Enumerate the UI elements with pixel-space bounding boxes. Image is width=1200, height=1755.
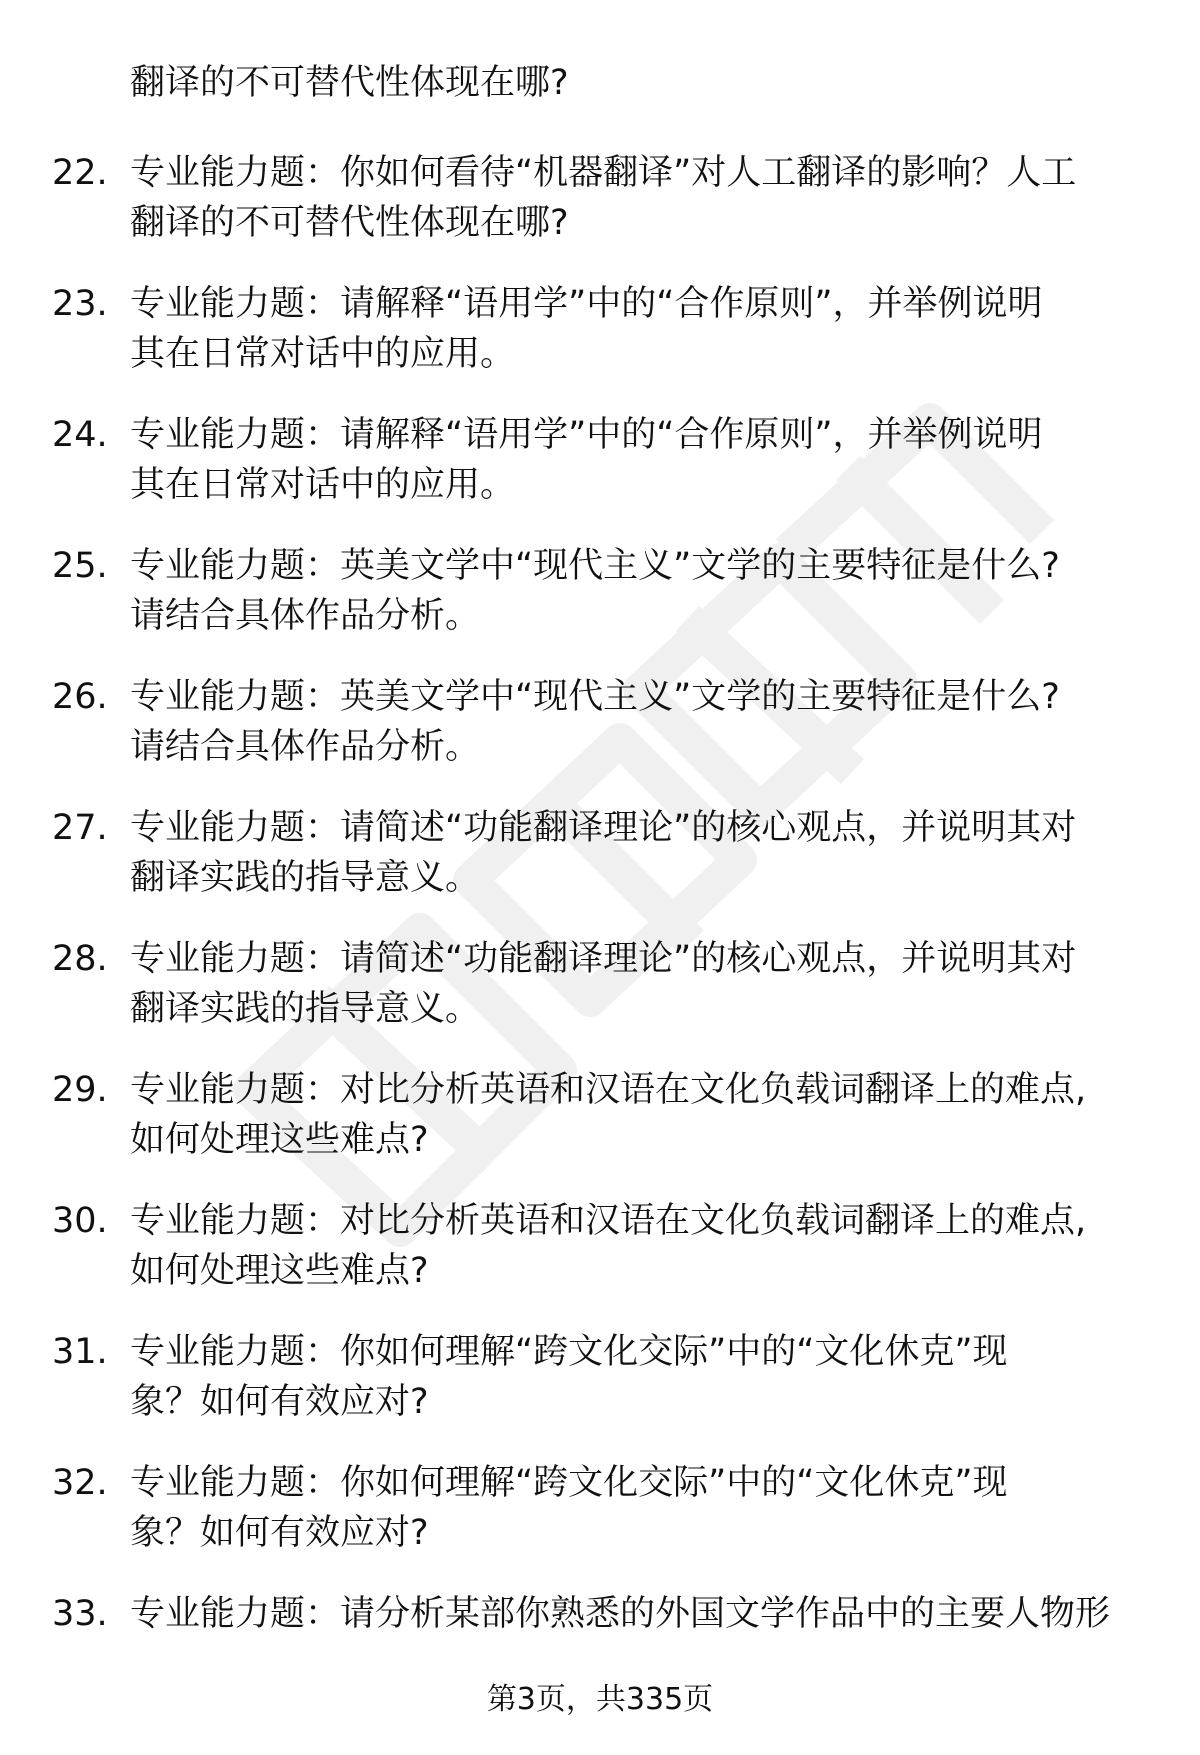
question-item [0,1196,1200,1327]
question-number: 32. [52,1463,108,1503]
question-number: 31. [52,1332,108,1372]
question-text [130,803,1140,903]
question-text [130,1196,1140,1296]
question-number: 33. [52,1594,108,1634]
question-line: 专业能力题：对比分析英语和汉语在文化负载词翻译上的难点, [130,1070,1087,1110]
question-number: 29. [52,1070,108,1110]
question-line: 专业能力题：请解释“语用学”中的“合作原则”，并举例说明 [130,284,1043,324]
question-line: 翻译实践的指导意义。 [130,989,481,1029]
question-number: 25. [52,546,108,586]
question-line: 专业能力题：对比分析英语和汉语在文化负载词翻译上的难点, [130,1201,1087,1241]
question-item [0,934,1200,1065]
question-number: 23. [52,284,108,324]
question-item [0,541,1200,672]
question-line: 专业能力题：请简述“功能翻译理论”的核心观点，并说明其对 [130,808,1077,848]
question-item [0,148,1200,279]
carryover-line: 翻译的不可替代性体现在哪? [130,63,569,103]
question-item [0,1327,1200,1458]
question-line: 翻译的不可替代性体现在哪? [130,203,569,243]
question-line: 如何处理这些难点? [130,1251,429,1291]
question-line: 如何处理这些难点? [130,1120,429,1160]
question-line: 专业能力题：英美文学中“现代主义”文学的主要特征是什么? [130,677,1060,717]
question-item [0,279,1200,410]
question-text [130,279,1140,379]
question-line: 专业能力题：英美文学中“现代主义”文学的主要特征是什么? [130,546,1060,586]
page-footer: 第3页，共335页 [486,1682,714,1717]
question-line: 其在日常对话中的应用。 [130,465,516,505]
question-line: 专业能力题：你如何理解“跨文化交际”中的“文化休克”现 [130,1463,1008,1503]
question-item [0,803,1200,934]
question-line: 请结合具体作品分析。 [130,727,481,767]
question-text [130,1589,1140,1639]
question-text [130,541,1140,641]
question-text [130,1458,1140,1558]
question-item [0,1065,1200,1196]
question-line: 翻译实践的指导意义。 [130,858,481,898]
question-number: 27. [52,808,108,848]
question-line: 专业能力题：请解释“语用学”中的“合作原则”，并举例说明 [130,415,1043,455]
question-number: 26. [52,677,108,717]
question-line: 专业能力题：请简述“功能翻译理论”的核心观点，并说明其对 [130,939,1077,979]
question-number: 30. [52,1201,108,1241]
question-line: 其在日常对话中的应用。 [130,334,516,374]
question-line: 象？如何有效应对? [130,1382,429,1422]
question-list [0,148,1200,1720]
question-item [0,410,1200,541]
question-item [0,1458,1200,1589]
question-text [130,672,1140,772]
question-number: 24. [52,415,108,455]
question-text [130,148,1140,248]
question-line: 象？如何有效应对? [130,1513,429,1553]
question-line: 专业能力题：你如何看待“机器翻译”对人工翻译的影响？人工 [130,153,1077,193]
question-line: 专业能力题：请分析某部你熟悉的外国文学作品中的主要人物形 [130,1594,1111,1634]
question-line: 专业能力题：你如何理解“跨文化交际”中的“文化休克”现 [130,1332,1008,1372]
question-text [130,1065,1140,1165]
question-number: 22. [52,153,108,193]
question-text [130,410,1140,510]
question-number: 28. [52,939,108,979]
question-line: 请结合具体作品分析。 [130,596,481,636]
question-text [130,934,1140,1034]
question-text [130,1327,1140,1427]
question-item [0,672,1200,803]
